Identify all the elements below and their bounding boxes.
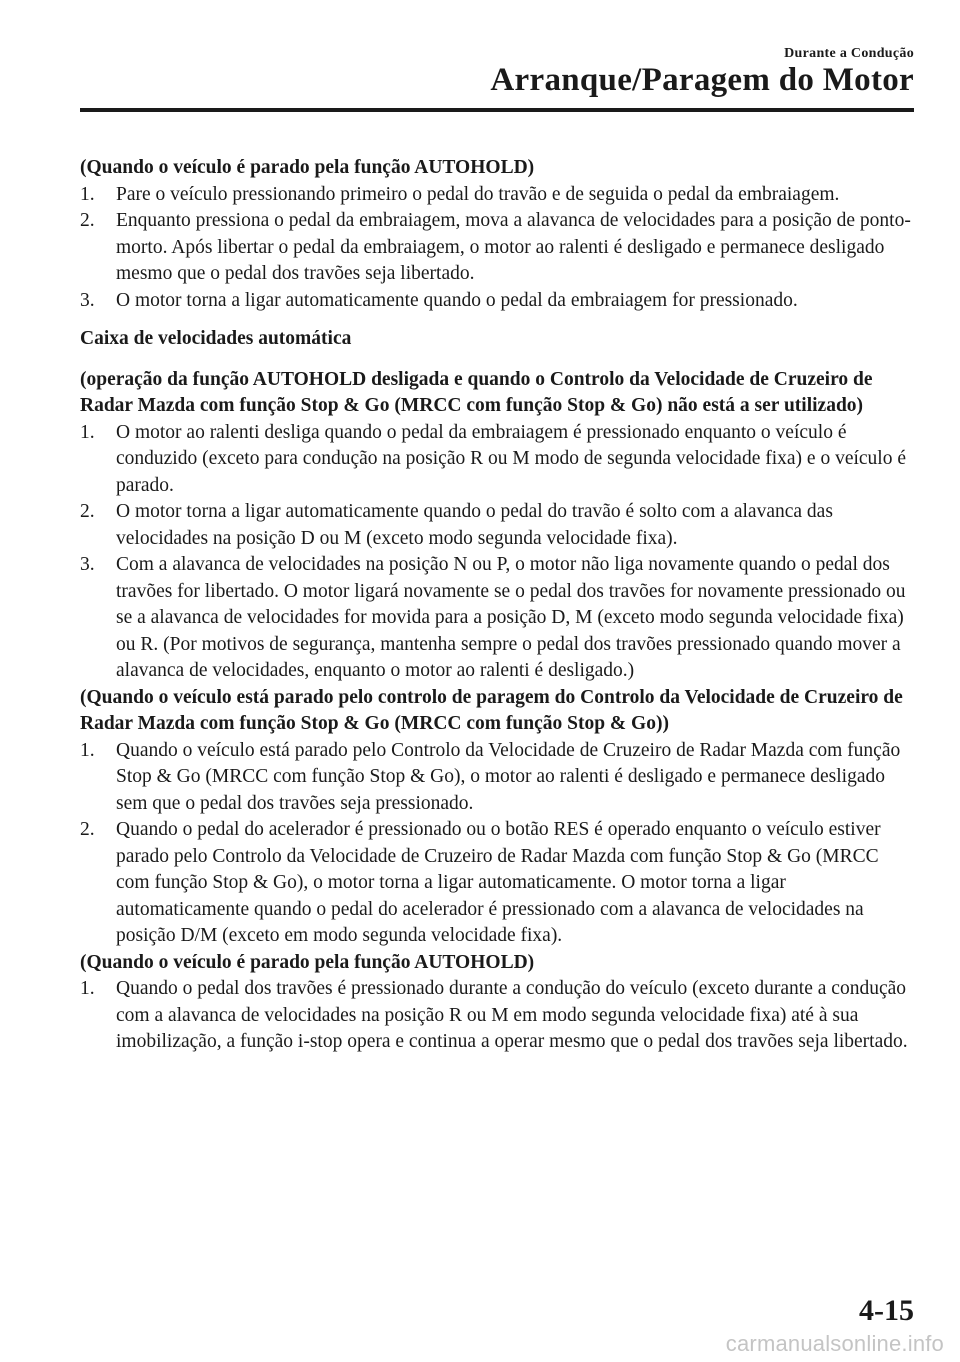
instruction-list — [80, 420, 914, 685]
subsection-title: Caixa de velocidades automática — [80, 328, 352, 349]
section-heading: (Quando o veículo é parado pela função AUTOHOLD) — [80, 951, 535, 973]
item-text: O motor ao ralenti desliga quando o pedal da embraiagem é pressionado enquanto o veículo é conduzido (exceto para condução na posição R ou M modo de segunda velocidade fixa) e o veículo é parado. — [116, 421, 907, 496]
item-number: 2. — [80, 819, 95, 840]
item-number: 1. — [80, 978, 95, 999]
page-header — [0, 0, 960, 120]
item-number: 1. — [80, 183, 95, 205]
list-item — [80, 976, 914, 1056]
watermark: carmanualsonline.info — [725, 1331, 944, 1356]
list-item — [80, 420, 914, 500]
section-autohold-auto — [80, 950, 914, 1056]
list-item — [80, 817, 914, 950]
list-item — [80, 738, 914, 818]
item-number: 3. — [80, 289, 95, 311]
section-autohold-manual — [80, 155, 914, 314]
section-heading: (Quando o veículo está parado pelo controlo de paragem do Controlo da Velocidade de Cruzeiro de Radar Mazda com função Stop & Go (MRCC com função Stop & Go)) — [80, 686, 903, 734]
header-divider — [80, 108, 914, 112]
item-text: Quando o veículo está parado pelo Controlo da Velocidade de Cruzeiro de Radar Mazda com função Stop & Go (MRCC com função Stop & Go), o motor ao ralenti é desligado e permanece desligado sem que o pedal dos travões seja pressionado. — [116, 739, 901, 814]
section-mrcc-stop — [80, 685, 914, 950]
section-autohold-off — [80, 367, 914, 685]
section-heading: (operação da função AUTOHOLD desligada e quando o Controlo da Velocidade de Cruzeiro de Radar Mazda com função Stop & Go (MRCC com função Stop & Go) não está a ser utilizado) — [80, 368, 873, 416]
item-text: Quando o pedal dos travões é pressionado durante a condução do veículo (exceto durante a condução com a alavanca de velocidades na posição R ou M em modo segunda velocidade fixa) até à sua imobilização, a função i-stop opera e continua a operar mesmo que o pedal dos travões seja libertado. — [116, 978, 908, 1052]
page-number: 4-15 — [859, 1294, 914, 1327]
item-number: 3. — [80, 554, 95, 575]
item-text: O motor torna a ligar automaticamente quando o pedal da embraiagem for pressionado. — [116, 289, 798, 311]
item-number: 2. — [80, 210, 95, 231]
item-text: O motor torna a ligar automaticamente quando o pedal do travão é solto com a alavanca das velocidades na posição D ou M (exceto modo segunda velocidade fixa). — [116, 501, 833, 549]
instruction-list — [80, 738, 914, 950]
page-content — [80, 155, 914, 1056]
instruction-list — [80, 976, 914, 1056]
section-label: Durante a Condução — [784, 46, 914, 61]
chapter-title: Arranque/Paragem do Motor — [490, 62, 914, 98]
item-number: 1. — [80, 421, 95, 443]
item-text: Enquanto pressiona o pedal da embraiagem, mova a alavanca de velocidades para a posição de ponto-morto. Após libertar o pedal da embraiagem, o motor ao ralenti é desligado e permanece desligado mesmo que o pedal dos travões seja libertado. — [116, 210, 911, 284]
item-number: 2. — [80, 501, 95, 522]
list-item — [80, 208, 914, 288]
item-text: Pare o veículo pressionando primeiro o pedal do travão e de seguida o pedal da embraiagem. — [116, 183, 840, 205]
list-item — [80, 552, 914, 685]
item-text: Quando o pedal do acelerador é pressionado ou o botão RES é operado enquanto o veículo estiver parado pelo Controlo da Velocidade de Cruzeiro de Radar Mazda com função Stop & Go (MRCC com função Stop & Go), o motor torna a ligar automaticamente. O motor torna a ligar automaticamente quando o pedal do acelerador é pressionado com a alavanca de velocidades na posição D/M (exceto em modo segunda velocidade fixa). — [116, 819, 881, 946]
item-text: Com a alavanca de velocidades na posição N ou P, o motor não liga novamente quando o pedal dos travões for libertado. O motor ligará novamente se o pedal dos travões for novamente pressionado ou se a alavanca de velocidades for movida para a posição D, M (exceto modo segunda velocidade fixa) ou R. (Por motivos de segurança, mantenha sempre o pedal dos travões pressionado quando mover a alavanca de velocidades, enquanto o motor ao ralenti é desligado.) — [116, 554, 906, 681]
item-number: 1. — [80, 739, 95, 761]
section-heading: (Quando o veículo é parado pela função AUTOHOLD) — [80, 157, 535, 178]
list-item — [80, 182, 914, 209]
list-item — [80, 288, 914, 315]
list-item — [80, 499, 914, 552]
instruction-list — [80, 182, 914, 315]
